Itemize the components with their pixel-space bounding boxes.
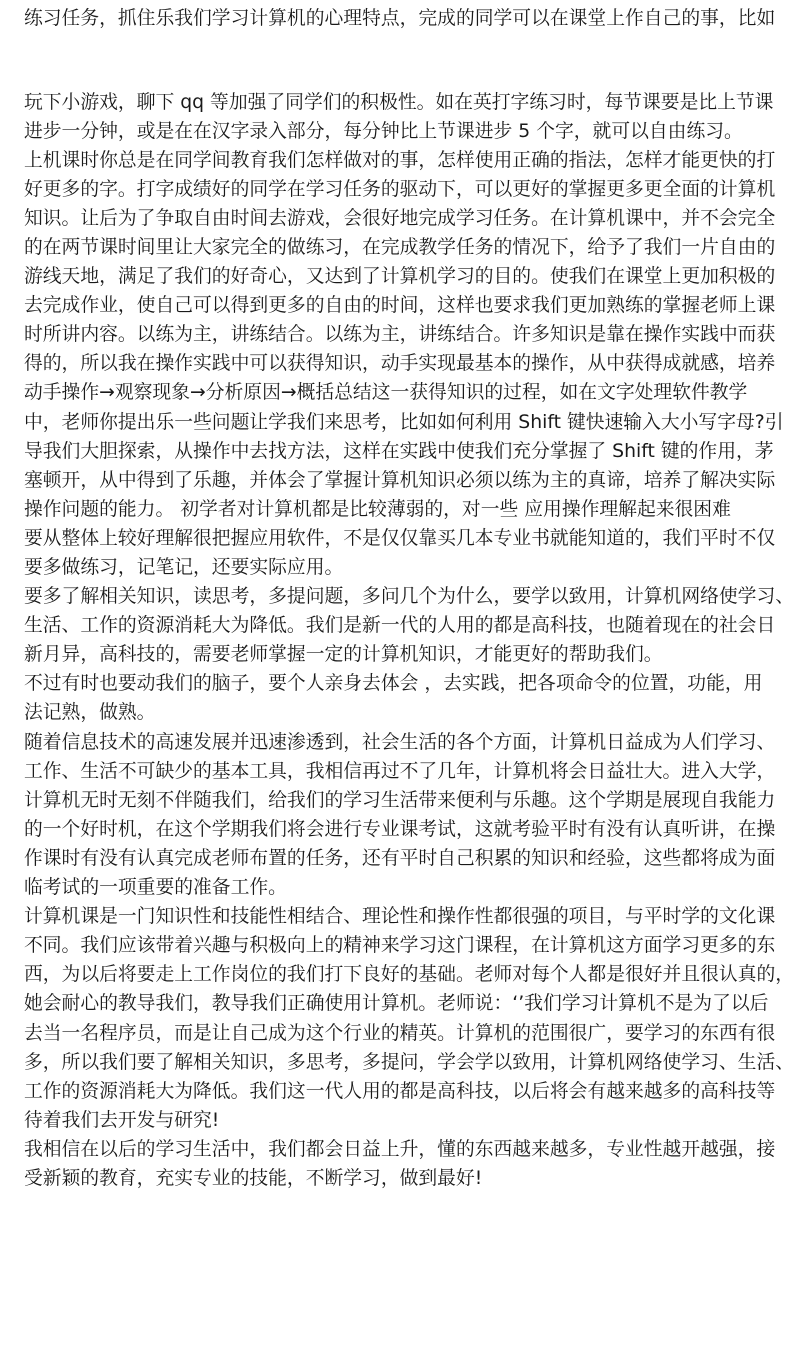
text-line: 要从整体上较好理解很把握应用软件，不是仅仅靠买几本专业书就能知道的，我们平时不仅 [24,527,776,549]
text-line: 她会耐心的教导我们，教导我们正确使用计算机。老师说：‘’我们学习计算机不是为了以后 [24,993,769,1015]
text-line: 的在两节课时间里让大家完全的做练习，在完成教学任务的情况下，给予了我们一片自由的 [24,236,776,258]
text-line: 玩下小游戏，聊下 qq 等加强了同学们的积极性。如在英打字练习时，每节课要是比上节课 [24,91,774,113]
text-line: 西，为以后将要走上工作岗位的我们打下良好的基础。老师对每个人都是很好并且很认真的， [24,964,795,986]
text-line: 中，老师你提出乐一些问题让学我们来思考，比如如何利用 Shift 键快速输入大小写字母?引 [24,411,784,433]
text-line: 工作、生活不可缺少的基本工具，我相信再过不了几年，计算机将会日益壮大。进入大学， [24,760,776,782]
text-line: 生活、工作的资源消耗大为降低。我们是新一代的人用的都是高科技，也随着现在的社会日 [24,615,776,637]
text-line: 导我们大胆探索，从操作中去找方法，这样在实践中使我们充分掌握了 Shift 键的作用，茅 [24,440,774,462]
text-line: 时所讲内容。以练为主，讲练结合。以练为主，讲练结合。许多知识是靠在操作实践中而获 [24,324,776,346]
text-line: 进步一分钟，或是在在汉字录入部分，每分钟比上节课进步 5 个字，就可以自由练习。 [24,120,743,142]
text-line: 受新颖的教育，充实专业的技能，不断学习，做到最好! [24,1167,483,1189]
document-body [24,88,795,1194]
document-top-fragment [24,0,784,33]
text-line: 要多了解相关知识，读思考，多提问题，多问几个为什么，要学以致用，计算机网络使学习、 [24,586,795,608]
text-line: 去当一名程序员，而是让自己成为这个行业的精英。计算机的范围很广，要学习的东西有很 [24,1022,776,1044]
text-line: 游线天地，满足了我们的好奇心，又达到了计算机学习的目的。使我们在课堂上更加积极的 [24,266,776,288]
text-line: 上机课时你总是在同学间教育我们怎样做对的事，怎样使用正确的指法，怎样才能更快的打 [24,149,776,171]
text-line: 不过有时也要动我们的脑子，要个人亲身去体会 ，去实践，把各项命令的位置，功能，用 [24,673,763,695]
text-line: 练习任务，抓住乐我们学习计算机的心理特点，完成的同学可以在课堂上作自己的事，比如 [24,7,776,29]
text-line: 塞顿开，从中得到了乐趣，并体会了掌握计算机知识必须以练为主的真谛，培养了解决实际 [24,469,776,491]
text-line: 待着我们去开发与研究! [24,1109,220,1131]
text-line: 的一个好时机，在这个学期我们将会进行专业课考试，这就考验平时有没有认真听讲，在操 [24,818,776,840]
text-line: 法记熟，做熟。 [24,702,156,724]
text-line: 动手操作→观察现象→分析原因→概括总结这一获得知识的过程，如在文字处理软件教学 [24,382,748,404]
text-line: 好更多的字。打字成绩好的同学在学习任务的驱动下，可以更好的掌握更多更全面的计算机 [24,178,776,200]
text-line: 计算机课是一门知识性和技能性相结合、理论性和操作性都很强的项目，与平时学的文化课 [24,906,776,928]
text-line: 我相信在以后的学习生活中，我们都会日益上升，懂的东西越来越多，专业性越开越强，接 [24,1138,776,1160]
text-line: 作课时有没有认真完成老师布置的任务，还有平时自己积累的知识和经验，这些都将成为面 [24,847,776,869]
text-line: 随着信息技术的高速发展并迅速渗透到，社会生活的各个方面，计算机日益成为人们学习、 [24,731,776,753]
text-line: 新月异，高科技的，需要老师掌握一定的计算机知识，才能更好的帮助我们。 [24,644,663,666]
text-line: 得的，所以我在操作实践中可以获得知识，动手实现最基本的操作，从中获得成就感，培养 [24,353,776,375]
text-line: 去完成作业，使自己可以得到更多的自由的时间，这样也要求我们更加熟练的掌握老师上课 [24,295,776,317]
text-line: 要多做练习，记笔记，还要实际应用。 [24,557,344,578]
text-line: 计算机无时无刻不伴随我们，给我们的学习生活带来便利与乐趣。这个学期是展现自我能力 [24,789,776,811]
text-line: 工作的资源消耗大为降低。我们这一代人用的都是高科技，以后将会有越来越多的高科技等 [24,1080,776,1102]
text-line: 知识。让后为了争取自由时间去游戏，会很好地完成学习任务。在计算机课中，并不会完全 [24,207,776,229]
text-line: 多，所以我们要了解相关知识，多思考，多提问，学会学以致用，计算机网络使学习、生活、 [24,1051,795,1073]
text-line: 操作问题的能力。 初学者对计算机都是比较薄弱的，对一些 应用操作理解起来很困难 [24,498,731,520]
text-line: 不同。我们应该带着兴趣与积极向上的精神来学习这门课程，在计算机这方面学习更多的东 [24,935,776,957]
text-line: 临考试的一项重要的准备工作。 [24,877,287,899]
